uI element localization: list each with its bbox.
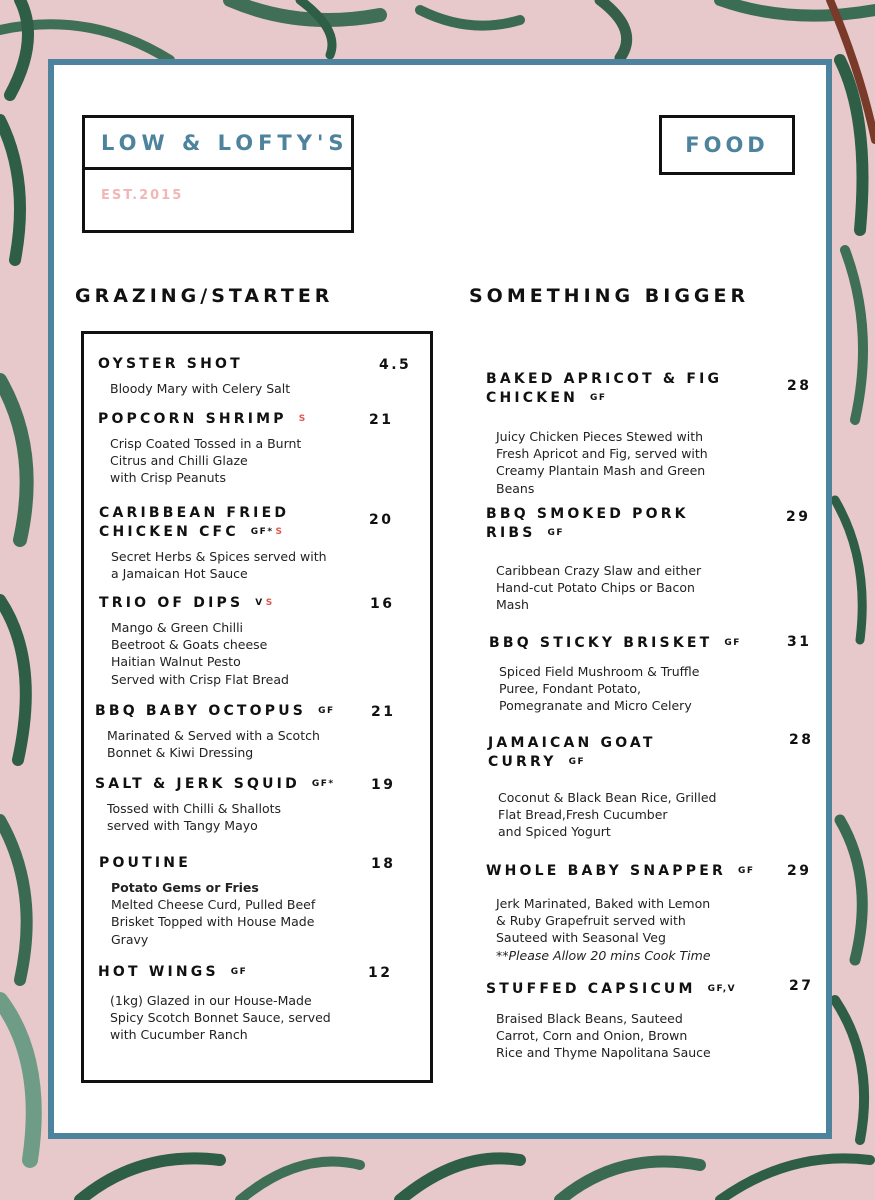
starter-item-dietary-tag: S — [298, 414, 307, 424]
main-item-description-line: Juicy Chicken Pieces Stewed with — [496, 429, 704, 444]
starter-item-description-line: a Jamaican Hot Sauce — [111, 566, 248, 582]
main-item-dietary-tag: GF — [547, 528, 565, 538]
starter-item-price: 19 — [371, 777, 396, 793]
starter-item-name-line — [99, 594, 274, 613]
starter-item-description-line: Bonnet & Kiwi Dressing — [107, 745, 254, 761]
main-item-name-text: JAMAICAN GOAT — [488, 735, 656, 751]
main-item-name-text: RIBS — [486, 525, 536, 541]
starter-item-price: 21 — [369, 412, 394, 428]
starter-item-description — [110, 435, 301, 487]
main-item-description-line: Hand-cut Potato Chips or Bacon — [496, 580, 695, 596]
starter-item-description-line: Melted Cheese Curd, Pulled Beef — [111, 897, 316, 913]
starter-item-dietary-tag: GF* — [250, 527, 274, 537]
starter-item-dietary-tag: S — [265, 598, 274, 608]
starter-item-description — [107, 800, 281, 834]
starter-item-price: 21 — [371, 704, 396, 720]
brand-established: EST.2015 — [101, 188, 184, 203]
main-item-name-text: BBQ STICKY BRISKET — [489, 635, 713, 651]
starter-item-name — [99, 854, 191, 873]
main-item-dietary-tag: GF — [590, 393, 607, 403]
starter-item-description-line: Mango & Green Chilli — [111, 620, 244, 635]
main-item-name-text: WHOLE BABY SNAPPER — [486, 863, 726, 879]
starter-item-description-line: Haitian Walnut Pesto — [111, 654, 241, 670]
main-item-name — [486, 862, 755, 881]
starter-item-description-line: Citrus and Chilli Glaze — [110, 453, 248, 469]
main-item-dietary-tag: GF,V — [707, 984, 737, 994]
starter-item-description-line: Served with Crisp Flat Bread — [111, 671, 289, 687]
starter-item-name-line — [98, 355, 243, 374]
starter-item-description-line: Brisket Topped with House Made — [111, 914, 315, 930]
starter-item-name-line — [99, 854, 191, 873]
starter-item-name-line — [95, 775, 335, 794]
starter-item-price: 18 — [371, 856, 396, 872]
starter-item-name-text: SALT & JERK SQUID — [95, 776, 300, 792]
starters-title: GRAZING/STARTER — [75, 285, 334, 307]
starter-item-description — [110, 380, 290, 397]
main-item-price: 29 — [786, 509, 811, 525]
starter-item-name-text: HOT WINGS — [98, 964, 219, 980]
main-item-description — [496, 428, 708, 497]
main-item-name-line — [489, 634, 741, 653]
starter-item-name — [98, 410, 307, 429]
starter-item-description — [111, 619, 289, 688]
starter-item-name — [95, 702, 335, 721]
main-item-price: 29 — [787, 863, 812, 879]
starter-item-dietary-tag: GF — [230, 967, 248, 977]
mains-title: SOMETHING BIGGER — [469, 285, 750, 307]
starter-item-description-line: Marinated & Served with a Scotch — [107, 728, 320, 743]
starter-item-description-line: served with Tangy Mayo — [107, 818, 258, 834]
brand-box — [82, 115, 354, 233]
main-item-name — [486, 980, 736, 999]
starter-item-name-text: POUTINE — [99, 855, 191, 871]
starter-item-name — [98, 963, 247, 982]
main-item-name — [486, 505, 689, 543]
main-item-dietary-tag: GF — [724, 638, 741, 648]
starter-item-price: 4.5 — [379, 357, 412, 373]
starter-item-description-line: Crisp Coated Tossed in a Burnt — [110, 436, 302, 451]
starter-item-name-text: CARIBBEAN FRIED — [99, 505, 290, 521]
starter-item-description-line: (1kg) Glazed in our House-Made — [110, 993, 312, 1008]
menu-label: FOOD — [659, 115, 795, 175]
starter-item-name-line — [95, 702, 335, 721]
starter-item-description-line: Beetroot & Goats cheese — [111, 637, 268, 653]
main-item-name-line — [486, 862, 755, 881]
starter-item-name — [99, 504, 289, 542]
starter-item-name — [99, 594, 274, 613]
main-item-name-text: STUFFED CAPSICUM — [486, 981, 696, 997]
starter-item-name-text: CHICKEN CFC — [99, 524, 239, 540]
starter-item-name-line — [99, 523, 289, 542]
main-item-name — [489, 634, 741, 653]
main-item-description-line: Carrot, Corn and Onion, Brown — [496, 1028, 688, 1044]
main-item-description-line: Creamy Plantain Mash and Green — [496, 463, 706, 479]
main-item-name-text: BAKED APRICOT & FIG — [486, 371, 723, 387]
starter-item-description-line: Spicy Scotch Bonnet Sauce, served — [110, 1010, 331, 1026]
menu-card — [48, 59, 832, 1139]
main-item-name-text: CURRY — [488, 754, 557, 770]
main-item-price: 27 — [789, 978, 814, 994]
starter-item-price: 12 — [368, 965, 393, 981]
main-item-dietary-tag: GF — [737, 866, 755, 876]
main-item-name — [486, 370, 722, 408]
main-item-description-line: and Spiced Yogurt — [498, 824, 611, 840]
main-item-description — [496, 1010, 711, 1062]
starter-item-description-line: Secret Herbs & Spices served with — [111, 549, 327, 564]
starter-item-name — [95, 775, 335, 794]
starter-item-description — [110, 992, 331, 1044]
main-item-price: 28 — [789, 732, 814, 748]
starter-item-name-text: TRIO OF DIPS — [99, 595, 244, 611]
starter-item-name-text: OYSTER SHOT — [98, 356, 243, 372]
main-item-description-line: Coconut & Black Bean Rice, Grilled — [498, 790, 717, 805]
main-item-description-line: Flat Bread,Fresh Cucumber — [498, 807, 668, 823]
starter-item-dietary-tag: S — [275, 527, 284, 537]
main-item-name-line — [486, 524, 689, 543]
starter-item-description-line: Tossed with Chilli & Shallots — [107, 801, 282, 816]
main-item-description-line: Jerk Marinated, Baked with Lemon — [496, 896, 711, 911]
main-item-description — [499, 663, 699, 715]
starter-item-name-line — [98, 963, 247, 982]
main-item-dietary-tag: GF — [568, 757, 586, 767]
starter-item-description-line: Bloody Mary with Celery Salt — [110, 381, 291, 396]
starter-item-name — [98, 355, 243, 374]
main-item-name-line — [486, 505, 689, 524]
main-item-cook-time-note: **Please Allow 20 mins Cook Time — [496, 947, 711, 963]
starter-item-dietary-tag: GF — [318, 706, 335, 716]
starter-item-description-line: Gravy — [111, 931, 149, 947]
main-item-description-line: Spiced Field Mushroom & Truffle — [499, 664, 700, 679]
starter-item-name-line — [99, 504, 289, 523]
starter-item-name-text: POPCORN SHRIMP — [98, 411, 287, 427]
starter-item-price: 16 — [370, 596, 395, 612]
main-item-description-line: Rice and Thyme Napolitana Sauce — [496, 1045, 711, 1061]
main-item-name-text: BBQ SMOKED PORK — [486, 506, 689, 522]
main-item-description-line: Beans — [496, 480, 535, 496]
main-item-description-line: & Ruby Grapefruit served with — [496, 913, 686, 929]
starter-item-description-line: with Crisp Peanuts — [110, 470, 226, 486]
main-item-description-line: Fresh Apricot and Fig, served with — [496, 446, 708, 462]
main-item-description-line: Caribbean Crazy Slaw and either — [496, 563, 702, 578]
starter-item-dietary-tag: GF* — [311, 779, 335, 789]
starter-item-description — [107, 727, 320, 761]
main-item-description — [498, 789, 717, 841]
starter-item-price: 20 — [369, 512, 394, 528]
starter-item-description — [111, 548, 327, 582]
main-item-description-line: Mash — [496, 597, 529, 613]
main-item-description-line: Sauteed with Seasonal Veg — [496, 930, 666, 946]
starter-item-dietary-tag: V — [255, 598, 264, 608]
main-item-price: 31 — [787, 634, 812, 650]
main-item-name-text: CHICKEN — [486, 390, 579, 406]
main-item-description — [496, 562, 701, 614]
starter-item-description-line: with Cucumber Ranch — [110, 1027, 248, 1043]
main-item-name-line — [486, 980, 736, 999]
main-item-description-line: Braised Black Beans, Sauteed — [496, 1011, 683, 1026]
starter-item-name-text: BBQ BABY OCTOPUS — [95, 703, 307, 719]
brand-name: LOW & LOFTY'S — [85, 118, 351, 170]
main-item-name — [488, 734, 656, 772]
main-item-name-line — [486, 370, 722, 389]
main-item-description — [496, 895, 711, 964]
starter-item-description — [111, 879, 315, 948]
starter-item-description-option: Potato Gems or Fries — [111, 880, 259, 895]
main-item-price: 28 — [787, 378, 812, 394]
main-item-name-line — [488, 734, 656, 753]
main-item-description-line: Puree, Fondant Potato, — [499, 681, 641, 697]
main-item-description-line: Pomegranate and Micro Celery — [499, 698, 692, 714]
main-item-name-line — [486, 389, 722, 408]
starter-item-name-line — [98, 410, 307, 429]
main-item-name-line — [488, 753, 656, 772]
